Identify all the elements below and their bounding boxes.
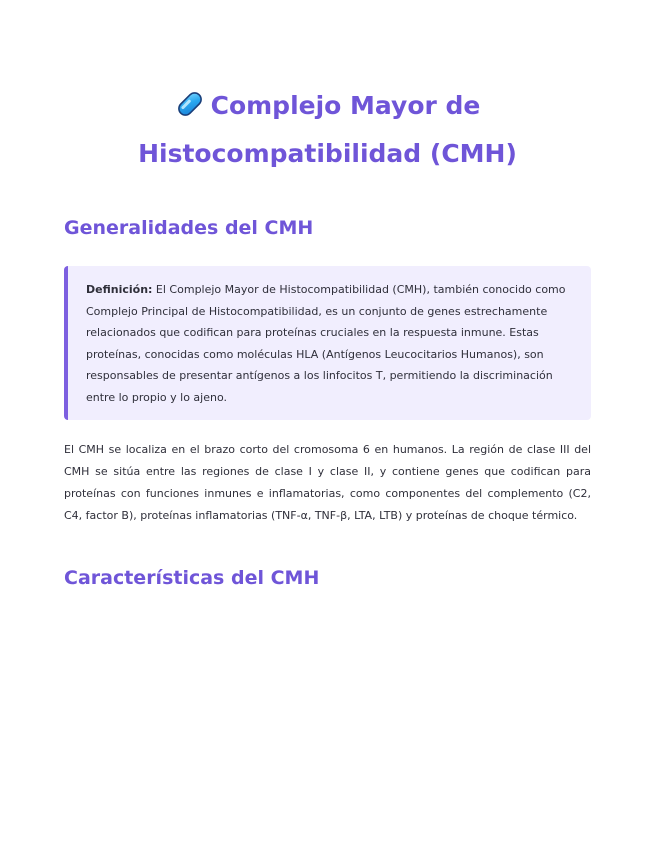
- page-title: [64, 84, 591, 175]
- title-line-2: Histocompatibilidad (CMH): [138, 139, 517, 168]
- section-heading-generalidades: Generalidades del CMH: [64, 217, 314, 239]
- pill-icon: [175, 89, 205, 132]
- title-line-1: Complejo Mayor de: [210, 91, 481, 120]
- definition-term: Definición:: [86, 283, 153, 296]
- body-paragraph: El CMH se localiza en el brazo corto del cromosoma 6 en humanos. La región de clase III del CMH se sitúa entre las regiones de clase I y clase II, y contiene genes que codifican para proteínas con funciones inmunes e inflamatorias, como componentes del complemento (C2, C4, factor B), proteínas inflamatorias (TNF-α, TNF-β, LTA, LTB) y proteínas de choque térmico.: [64, 443, 591, 522]
- definition-callout: [64, 266, 591, 420]
- section-heading-caracteristicas: Características del CMH: [64, 567, 320, 589]
- document-page: [64, 84, 591, 589]
- definition-text: El Complejo Mayor de Histocompatibilidad (CMH), también conocido como Complejo Principal de Histocompatibilidad, es un conjunto de genes estrechamente relacionados que codifican para proteínas cruciales en la respuesta inmune. Estas proteínas, conocidas como moléculas HLA (Antígenos Leucocitarios Humanos), son responsables de presentar antígenos a los linfocitos T, permitiendo la discriminación entre lo propio y lo ajeno.: [86, 283, 566, 404]
